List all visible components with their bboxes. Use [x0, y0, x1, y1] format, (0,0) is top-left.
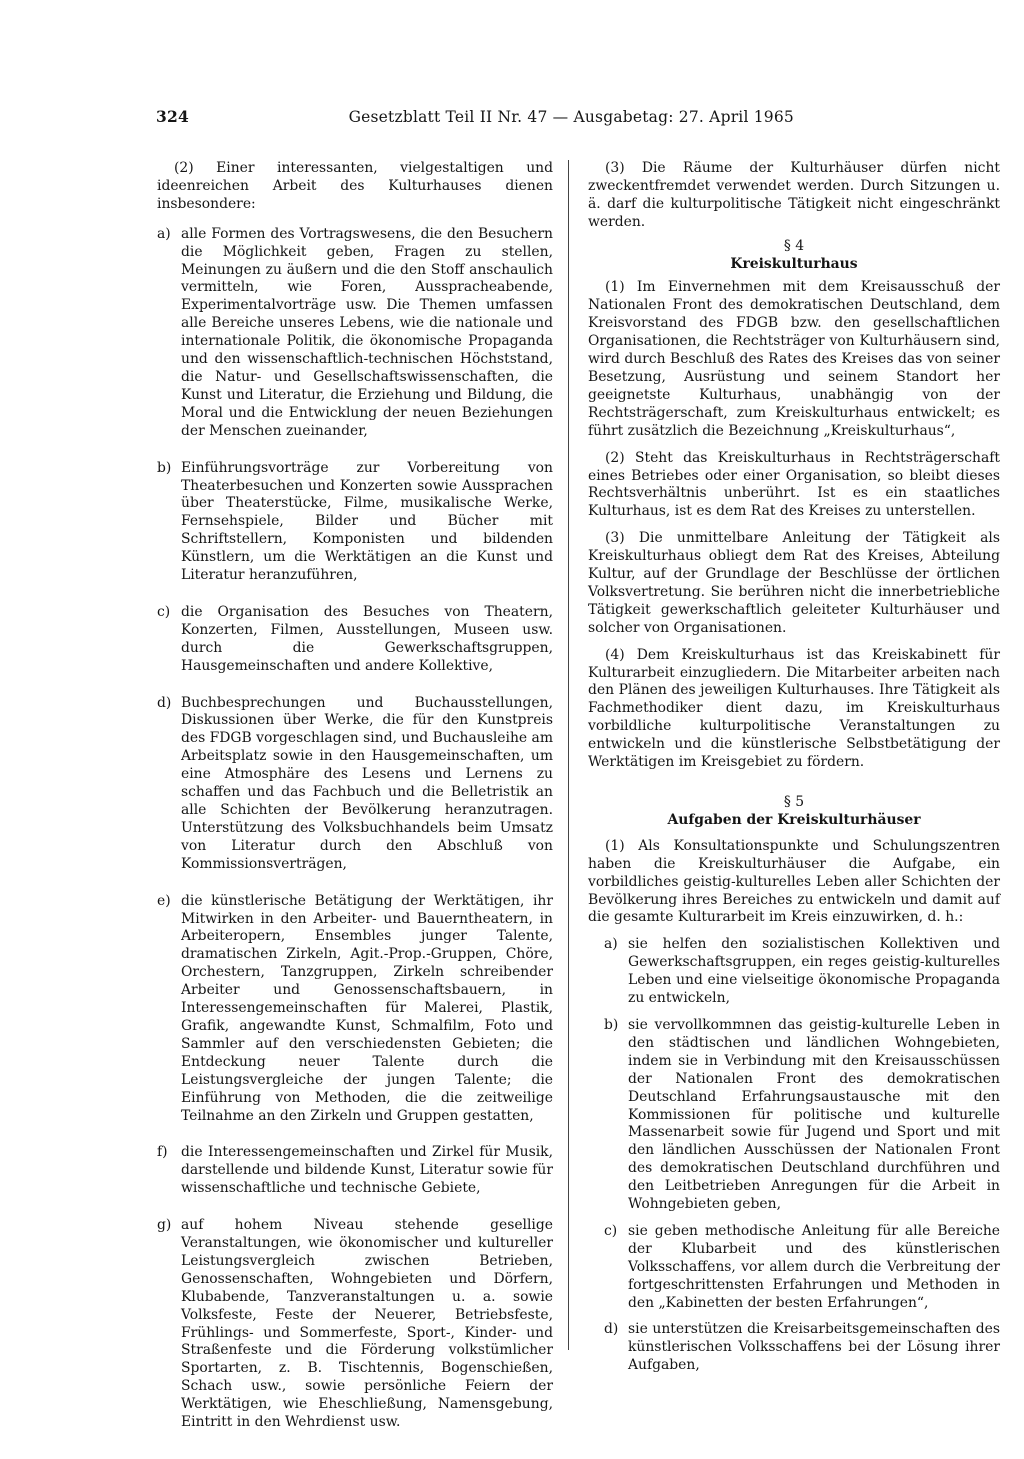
section-5-item-a — [588, 936, 1000, 1008]
list-item-letter: c) — [604, 1222, 618, 1239]
list-item-a — [157, 226, 553, 441]
page-number: 324 — [156, 107, 189, 126]
list-item-letter: a) — [604, 936, 618, 953]
list-item-letter: a) — [157, 225, 171, 242]
section-5-number: § 5 — [783, 794, 805, 810]
list-item-text: die Interessengemeinschaften und Zirkel für Musik, darstellende und bildende Kunst, Literatur sowie für wissenschaftliche und technische Gebiete, — [181, 1144, 553, 1197]
section-4-paragraph-1: (1) Im Einvernehmen mit dem Kreisausschuß der Nationalen Front des demokratischen Deutschland, dem Kreisvorstand des FDGB bzw. den gesellschaftlichen Organisationen, die Rechtsträger von Kulturhäusern sind, wird durch Beschluß des Rates des Kreises das von seiner Besetzung, Ausrüstung und seinem Standort her geeignetste Kulturhaus, unabhängig von der Rechtsträgerschaft, zum Kreiskulturhaus entwickelt; es führt zusätzlich die Bezeichnung „Kreiskulturhaus“, — [588, 279, 1000, 439]
list-item-letter: g) — [157, 1217, 172, 1234]
section-5-item-c — [588, 1223, 1000, 1313]
list-item-letter: d) — [604, 1321, 619, 1338]
paragraph-3: (3) Die Räume der Kulturhäuser dürfen nicht zweckentfremdet verwendet werden. Durch Sitzungen u. ä. darf die kulturpolitische Tätigkeit nicht eingeschränkt werden. — [588, 160, 1000, 230]
list-item-text: alle Formen des Vortragswesens, die den Besuchern die Möglichkeit geben, Fragen zu stellen, Meinungen zu äußern und die den Stoff anschaulich vermitteln, wie Foren, Ausspracheabende, Experimentalvorträge usw. Die Themen umfassen alle Bereiche unseres Lebens, wie die nationale und internationale Politik, die ökonomische Propaganda und den wissenschaftlich-technischen Höchststand, die Natur- und Gesellschaftswissenschaften, die Kunst und Literatur, die Erziehung und Bildung, die Moral und die Entwicklung der neuen Beziehungen der Menschen zueinander, — [181, 225, 553, 439]
section-5-item-b — [588, 1017, 1000, 1214]
list-item-letter: e) — [157, 892, 171, 909]
paragraph-2-intro: (2) Einer interessanten, vielgestaltigen und ideenreichen Arbeit des Kulturhauses dienen insbesondere: — [157, 160, 553, 212]
section-4-paragraph-2: (2) Steht das Kreiskulturhaus in Rechtsträgerschaft eines Betriebes oder einer Organisation, so bleibt dieses Rechtsverhältnis unberührt. Ist es ein staatliches Kulturhaus, ist es dem Rat des Kreises zu unterstellen. — [588, 449, 1000, 520]
list-item-text: Buchbesprechungen und Buchausstellungen, Diskussionen über Werke, die für den Kunstpreis des FDGB vorgeschlagen sind, und Buchausleihe am Arbeitsplatz sowie in den Hausgemeinschaften, um eine Atmosphäre des Lesens und Lernens zu schaffen und das Fachbuch und die Belletristik an alle Schichten der Bevölkerung heranzutragen. Unterstützung des Volksbuchhandels beim Umsatz von Literatur durch den Abschluß von Kommissionsverträgen, — [181, 694, 553, 872]
list-item-text: sie unterstützen die Kreisarbeitsgemeinschaften des künstlerischen Volksschaffens bei der Lösung ihrer Aufgaben, — [628, 1321, 1000, 1374]
section-4-paragraph-3: (3) Die unmittelbare Anleitung der Tätigkeit als Kreiskulturhaus obliegt dem Rat des Kreises, Abteilung Kultur, auf der Grundlage der Beschlüsse der örtlichen Volksvertretung. Sie berühren nicht die innerbetriebliche Tätigkeit gewerkschaftlich geleiteter Kulturhäuser und solcher von Organisationen. — [588, 530, 1000, 636]
list-item-letter: b) — [604, 1016, 619, 1033]
section-4-number: § 4 — [783, 237, 805, 254]
list-item-d — [157, 695, 553, 874]
list-item-letter: d) — [157, 694, 172, 711]
section-4-title: Kreiskulturhaus — [730, 255, 858, 272]
list-item-text: sie geben methodische Anleitung für alle Bereiche der Klubarbeit und des künstlerischen Volksschaffens, vor allem durch die Verbreitung der fortgeschrittensten Erfahrungen und Methoden in den „Kabinetten der besten Erfahrungen“, — [628, 1222, 1000, 1311]
list-item-e — [157, 893, 553, 1126]
list-item-g — [157, 1217, 553, 1432]
list-item-c — [157, 604, 553, 676]
list-item-text: sie vervollkommnen das geistig-kulturelle Leben in den städtischen und ländlichen Wohngebieten, indem sie in Verbindung mit den Kreisausschüssen der Nationalen Front des demokratischen Deutschland Erfahrungsaustausche mit den Kommissionen für politische und kulturelle Massenarbeit sowie für Jugend und Sport und mit den ländlichen Ausschüssen der Nationalen Front des demokratischen Deutschland durchführen und den Leitbetrieben Anregungen für die Arbeit in Wohngebieten geben, — [628, 1016, 1000, 1213]
right-column — [588, 160, 1000, 1375]
list-item-f — [157, 1144, 553, 1198]
list-item-text: sie helfen den sozialistischen Kollektiven und Gewerkschaftsgruppen, ein reges geistig-kulturelles Leben und eine vielseitige ökonomische Propaganda zu entwickeln, — [628, 936, 1000, 1007]
page-header — [156, 104, 794, 130]
section-5-item-d — [588, 1321, 1000, 1375]
list-item-letter: c) — [157, 603, 171, 620]
list-item-letter: b) — [157, 459, 172, 476]
list-item-letter: f) — [157, 1144, 168, 1161]
list-item-b — [157, 460, 553, 585]
column-divider — [568, 160, 569, 1350]
list-item-text: die Organisation des Besuches von Theatern, Konzerten, Filmen, Ausstellungen, Museen usw. durch die Gewerkschaftsgruppen, Hausgemeinschaften und andere Kollektive, — [181, 603, 553, 674]
list-item-text: auf hohem Niveau stehende gesellige Veranstaltungen, wie ökonomischer und kultureller Leistungsvergleich zwischen Betrieben, Genossenschaften, Wohngebieten und Dörfern, Klubabende, Tanzveranstaltungen u. a. sowie Volksfeste, Feste der Neuerer, Betriebsfeste, Frühlings- und Sommerfeste, Sport-, Kinder- und Straßenfeste und die Förderung volkstümlicher Sportarten, z. B. Tischtennis, Bogenschießen, Schach usw., sowie persönliche Feiern der Werktätigen, wie Eheschließung, Namensgebung, Eintritt in den Wehrdienst usw. — [181, 1217, 553, 1431]
section-5-title: Aufgaben der Kreiskulturhäuser — [667, 811, 921, 828]
list-item-text: Einführungsvorträge zur Vorbereitung von Theaterbesuchen und Konzerten sowie Aussprachen über Theaterstücke, Filme, musikalische Werke, Fernsehspiele, Bilder und Bücher mit Schriftstellern, Komponisten und bildenden Künstlern, um die Werktätigen an die Kunst und Literatur heranzuführen, — [181, 459, 553, 584]
section-5-intro: (1) Als Konsultationspunkte und Schulungszentren haben die Kreiskulturhäuser die Aufgabe, ein vorbildliches geistig-kulturelles Leben aller Schichten der Bevölkerung ihres Bereiches zu entwickeln und damit auf die gesamte Kulturarbeit im Kreis einzuwirken, d. h.: — [588, 837, 1000, 926]
list-item-text: die künstlerische Betätigung der Werktätigen, ihr Mitwirken in den Arbeiter- und Bauerntheatern, in Arbeiteropern, Ensembles junger Talente, dramatischen Zirkeln, Agit.-Prop.-Gruppen, Chöre, Orchestern, Tanzgruppen, Zirkeln schreibender Arbeiter und Genossenschaftsbauern, in Interessengemeinschaften für Malerei, Plastik, Grafik, angewandte Kunst, Schmalfilm, Foto und Sammler auf den verschiedensten Gebieten; die Entdeckung neuer Talente durch die Leistungsvergleiche der jungen Talente; die Einführung von Methoden, die die zeitweilige Teilnahme an den Zirkeln und Gruppen gestatten, — [181, 892, 553, 1124]
section-4-paragraph-4: (4) Dem Kreiskulturhaus ist das Kreiskabinett für Kulturarbeit einzugliedern. Die Mitarbeiter arbeiten nach den Plänen des jeweiligen Kulturhauses. Ihre Tätigkeit als Fachmethodiker dient dazu, im Kreiskulturhaus vorbildliche kulturpolitische Veranstaltungen zu entwickeln und die künstlerische Selbstbetätigung der Werktätigen im Kreisgebiet zu fördern. — [588, 646, 1000, 771]
left-column — [157, 160, 553, 1432]
running-title: Gesetzblatt Teil II Nr. 47 — Ausgabetag: 27. April 1965 — [348, 108, 794, 126]
